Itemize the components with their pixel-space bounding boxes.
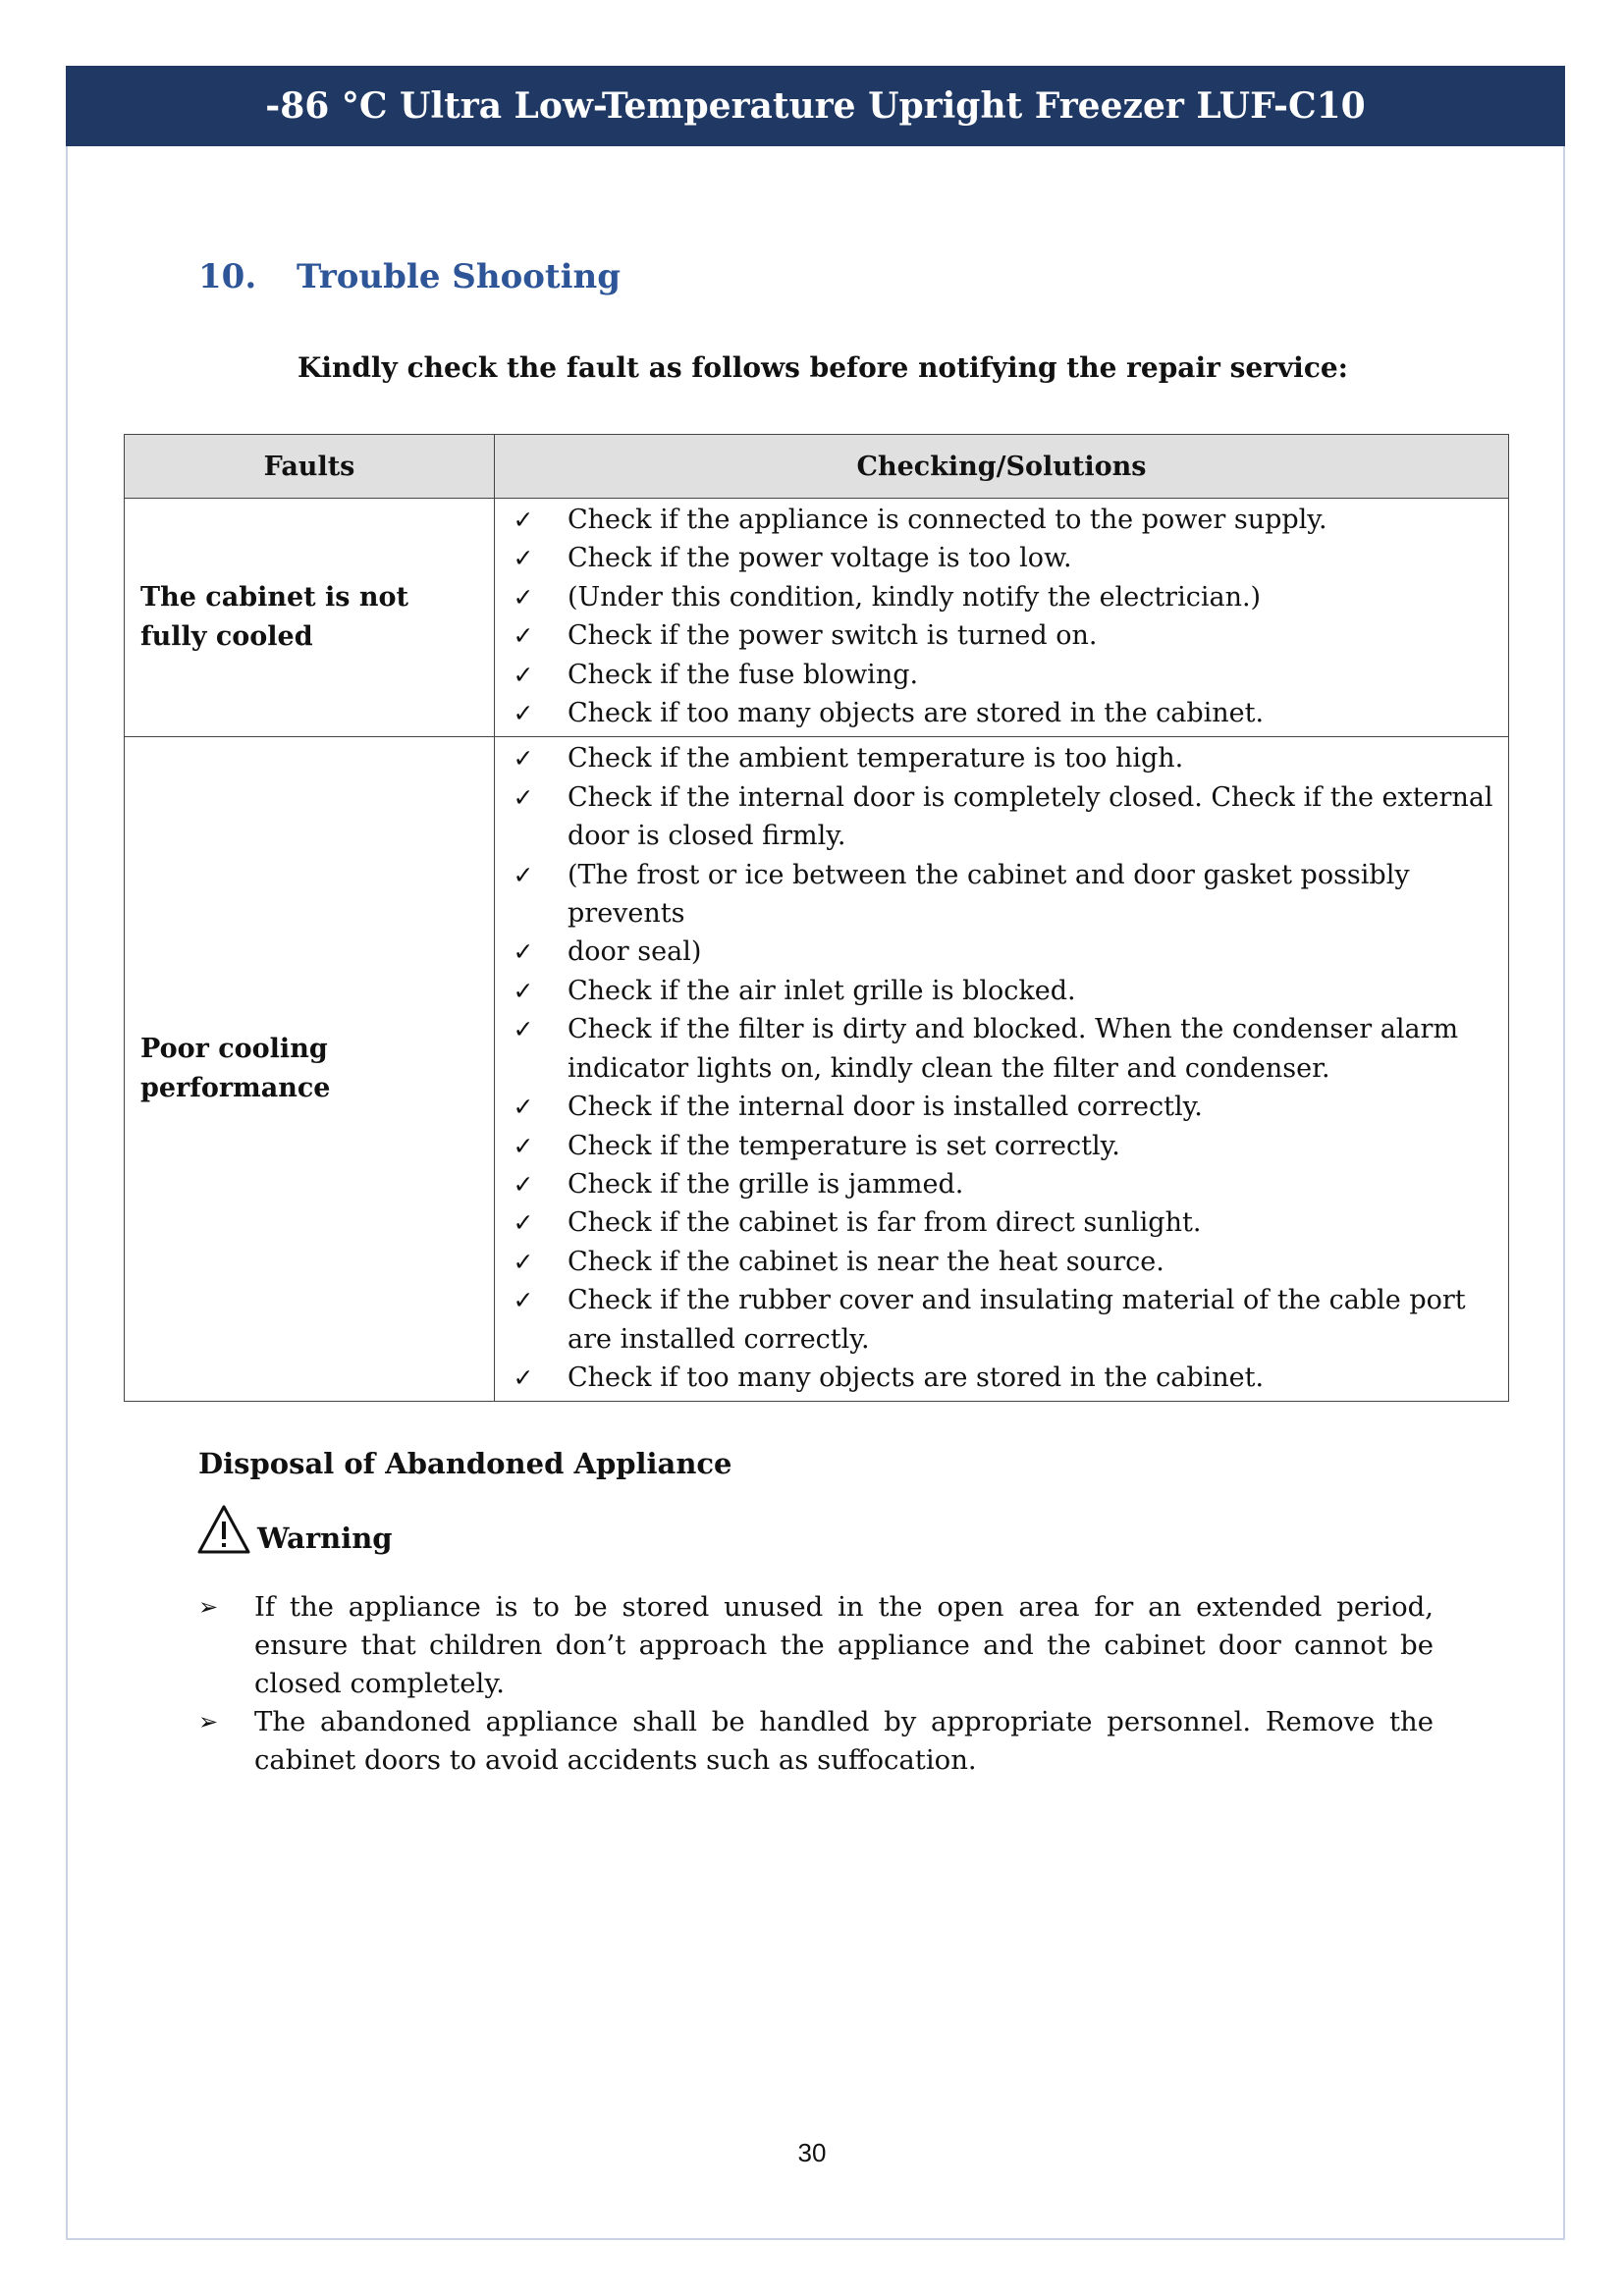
- solution-item: [509, 616, 1498, 655]
- checkmark-icon: ✓: [513, 1131, 534, 1160]
- warning-triangle-icon: [196, 1504, 251, 1555]
- checkmark-icon: ✓: [513, 621, 534, 651]
- arrowhead-bullet-icon: ➢: [198, 1593, 219, 1621]
- solution-text: Check if the fuse blowing.: [568, 659, 919, 690]
- note-text: The abandoned appliance shall be handled by appropriate personnel. Remove the cabinet doors to avoid accidents such as suffocation.: [254, 1706, 1434, 1776]
- checkmark-icon: ✓: [513, 506, 534, 534]
- solution-item: [509, 539, 1498, 577]
- checkmark-icon: ✓: [513, 1169, 534, 1199]
- solution-item: [509, 656, 1498, 694]
- faults-column-header: Faults: [125, 435, 495, 499]
- solution-text: Check if the temperature is set correctly.: [568, 1130, 1120, 1161]
- checkmark-icon: ✓: [513, 699, 534, 728]
- checkmark-icon: ✓: [513, 1286, 534, 1315]
- solution-item: [509, 1127, 1498, 1165]
- solution-text: (Under this condition, kindly notify the electrician.): [568, 581, 1262, 613]
- checkmark-icon: ✓: [513, 976, 534, 1005]
- fault-cell: Poor cooling performance: [125, 737, 495, 1402]
- solution-item: [509, 856, 1498, 934]
- solution-item: [509, 1281, 1498, 1359]
- solution-text: (The frost or ice between the cabinet and door gasket possibly prevents: [568, 859, 1410, 930]
- solutions-cell: [495, 499, 1509, 737]
- solution-item: [509, 739, 1498, 777]
- solutions-cell: [495, 737, 1509, 1402]
- solution-text: Check if the air inlet grille is blocked.: [568, 975, 1076, 1006]
- solution-text: Check if the filter is dirty and blocked. When the condenser alarm indicator lights on, kindly clean the filter and condenser.: [568, 1014, 1459, 1084]
- solution-text: Check if the power switch is turned on.: [568, 620, 1098, 652]
- solution-item: [509, 694, 1498, 732]
- table-row: [125, 499, 1509, 737]
- solution-text: Check if the appliance is connected to the power supply.: [568, 505, 1327, 535]
- solution-text: Check if the ambient temperature is too high.: [568, 743, 1184, 774]
- section-title: Trouble Shooting: [297, 257, 622, 296]
- document-header: -86 °C Ultra Low-Temperature Upright Freezer LUF-C10: [66, 66, 1565, 146]
- checkmark-icon: ✓: [513, 937, 534, 967]
- checkmark-icon: ✓: [513, 660, 534, 689]
- disposal-heading: Disposal of Abandoned Appliance: [198, 1447, 732, 1480]
- disposal-notes: [198, 1588, 1434, 1780]
- page-number: 30: [797, 2138, 827, 2167]
- solution-item: [509, 1088, 1498, 1126]
- solution-text: Check if too many objects are stored in the cabinet.: [568, 698, 1265, 729]
- warning-label-row: [196, 1504, 393, 1555]
- list-item: [198, 1588, 1434, 1703]
- section-heading: [198, 257, 621, 296]
- section-number: 10.: [198, 257, 257, 296]
- solution-item: [509, 578, 1498, 616]
- list-item: [198, 1703, 1434, 1780]
- table-row: [125, 737, 1509, 1402]
- checkmark-icon: ✓: [513, 1093, 534, 1122]
- note-text: If the appliance is to be stored unused in the open area for an extended period, ensure that children don’t approach the appliance and the cabinet door cannot be closed completely.: [254, 1591, 1434, 1699]
- solution-list: [509, 499, 1498, 736]
- checkmark-icon: ✓: [513, 1015, 534, 1044]
- solution-text: Check if the power voltage is too low.: [568, 543, 1072, 574]
- solution-text: Check if the rubber cover and insulating material of the cable port are installed correctly.: [568, 1285, 1466, 1355]
- checkmark-icon: ✓: [513, 582, 534, 612]
- checkmark-icon: ✓: [513, 782, 534, 812]
- warning-label: Warning: [257, 1522, 393, 1555]
- solution-item: [509, 1010, 1498, 1088]
- solution-text: Check if the grille is jammed.: [568, 1168, 964, 1200]
- solution-item: [509, 972, 1498, 1010]
- solution-text: Check if the internal door is completely closed. Check if the external door is closed firmly.: [568, 781, 1493, 852]
- solution-item: [509, 1165, 1498, 1203]
- checkmark-icon: ✓: [513, 544, 534, 573]
- solution-item: [509, 1203, 1498, 1242]
- solution-text: Check if the internal door is installed correctly.: [568, 1092, 1203, 1123]
- solution-list: [509, 737, 1498, 1401]
- solution-text: Check if the cabinet is far from direct sunlight.: [568, 1207, 1202, 1239]
- solutions-column-header: Checking/Solutions: [495, 435, 1509, 499]
- solution-item: [509, 1359, 1498, 1397]
- table-header-row: [125, 435, 1509, 499]
- intro-text: Kindly check the fault as follows before notifying the repair service:: [298, 351, 1349, 384]
- solution-text: door seal): [568, 936, 702, 968]
- solution-text: Check if too many objects are stored in the cabinet.: [568, 1362, 1265, 1393]
- solution-text: Check if the cabinet is near the heat source.: [568, 1246, 1164, 1277]
- checkmark-icon: ✓: [513, 860, 534, 889]
- troubleshooting-table: [124, 434, 1509, 1402]
- checkmark-icon: ✓: [513, 1208, 534, 1238]
- solution-item: [509, 778, 1498, 856]
- checkmark-icon: ✓: [513, 744, 534, 774]
- checkmark-icon: ✓: [513, 1247, 534, 1276]
- arrowhead-bullet-icon: ➢: [198, 1708, 219, 1735]
- solution-item: [509, 501, 1498, 539]
- checkmark-icon: ✓: [513, 1362, 534, 1392]
- solution-item: [509, 933, 1498, 971]
- fault-cell: The cabinet is not fully cooled: [125, 499, 495, 737]
- solution-item: [509, 1243, 1498, 1281]
